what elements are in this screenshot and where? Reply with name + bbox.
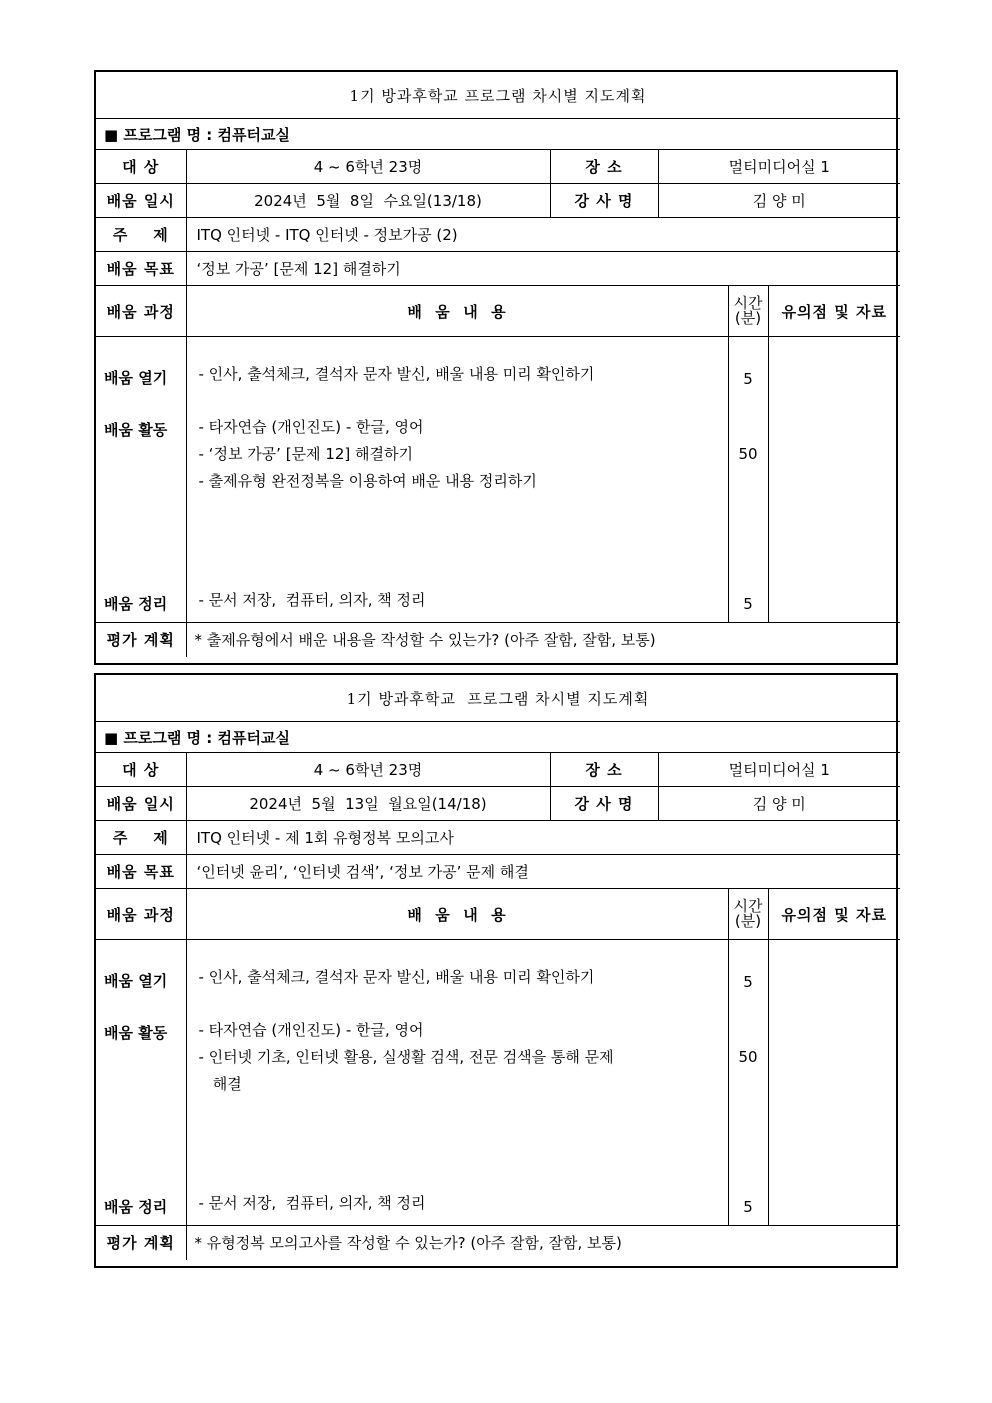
time-header	[728, 889, 768, 940]
teacher-value: 김 양 미	[658, 184, 900, 218]
goal-label: 배움 목표	[96, 855, 186, 889]
notes-cell	[768, 337, 900, 623]
time-close: 5	[743, 1198, 753, 1216]
target-value: 4 ~ 6학년 23명	[186, 150, 550, 184]
plan-title: 1기 방과후학교 프로그램 차시별 지도계획	[96, 72, 900, 119]
stage-close: 배움 정리	[104, 1198, 168, 1216]
content-header: 배 움 내 용	[186, 286, 728, 337]
open-line: - 인사, 출석체크, 결석자 문자 발신, 배울 내용 미리 확인하기	[198, 365, 595, 383]
time-close: 5	[743, 595, 753, 613]
activity-line-2: - 인터넷 기초, 인터넷 활용, 실생활 검색, 전문 검색을 통해 문제	[198, 1048, 614, 1066]
date-value: 2024년 5월 13일 월요일(14/18)	[186, 787, 550, 821]
place-value: 멀티미디어실 1	[658, 753, 900, 787]
teacher-label: 강 사 명	[550, 787, 658, 821]
place-value: 멀티미디어실 1	[658, 150, 900, 184]
goal-value: ‘인터넷 윤리’, ‘인터넷 검색’, ‘정보 가공’ 문제 해결	[186, 855, 900, 889]
place-label: 장 소	[550, 753, 658, 787]
place-label: 장 소	[550, 150, 658, 184]
date-value: 2024년 5월 8일 수요일(13/18)	[186, 184, 550, 218]
time-header-line1: 시간	[733, 897, 763, 915]
process-header: 배움 과정	[96, 889, 186, 940]
activity-line-3: - 출제유형 완전정복을 이용하여 배운 내용 정리하기	[198, 472, 537, 490]
time-cell	[728, 940, 768, 1226]
lesson-plan-2	[94, 673, 898, 1268]
process-cell	[96, 337, 186, 623]
close-line: - 문서 저장, 컴퓨터, 의자, 책 정리	[198, 1194, 426, 1212]
activity-line-1: - 타자연습 (개인진도) - 한글, 영어	[198, 1021, 424, 1039]
program-name: ■ 프로그램 명 : 컴퓨터교실	[96, 722, 900, 753]
goal-label: 배움 목표	[96, 252, 186, 286]
activity-line-1: - 타자연습 (개인진도) - 한글, 영어	[198, 418, 424, 436]
time-header	[728, 286, 768, 337]
time-header-line2: (분)	[734, 912, 762, 930]
close-line: - 문서 저장, 컴퓨터, 의자, 책 정리	[198, 591, 426, 609]
process-header: 배움 과정	[96, 286, 186, 337]
stage-activity: 배움 활동	[104, 1024, 168, 1042]
stage-open: 배움 열기	[104, 369, 168, 387]
notes-cell	[768, 940, 900, 1226]
process-cell	[96, 940, 186, 1226]
time-activity: 50	[738, 445, 758, 463]
activity-line-3: 해결	[198, 1075, 242, 1093]
goal-value: ‘정보 가공’ [문제 12] 해결하기	[186, 252, 900, 286]
time-open: 5	[743, 973, 753, 991]
lesson-plan-1	[94, 70, 898, 665]
target-value: 4 ~ 6학년 23명	[186, 753, 550, 787]
date-label: 배움 일시	[96, 184, 186, 218]
time-header-line2: (분)	[734, 309, 762, 327]
time-activity: 50	[738, 1048, 758, 1066]
notes-header: 유의점 및 자료	[768, 286, 900, 337]
eval-label: 평가 계획	[96, 1226, 186, 1260]
plan-title: 1기 방과후학교 프로그램 차시별 지도계획	[96, 675, 900, 722]
topic-label: 주 제	[96, 821, 186, 855]
stage-open: 배움 열기	[104, 972, 168, 990]
topic-value: ITQ 인터넷 - 제 1회 유형정복 모의고사	[186, 821, 900, 855]
target-label: 대 상	[96, 753, 186, 787]
time-header-line1: 시간	[733, 294, 763, 312]
eval-label: 평가 계획	[96, 623, 186, 657]
teacher-value: 김 양 미	[658, 787, 900, 821]
target-label: 대 상	[96, 150, 186, 184]
stage-activity: 배움 활동	[104, 421, 168, 439]
eval-value: * 출제유형에서 배운 내용을 작성할 수 있는가? (아주 잘함, 잘함, 보통)	[186, 623, 900, 657]
topic-label: 주 제	[96, 218, 186, 252]
activity-line-2: - ‘정보 가공’ [문제 12] 해결하기	[198, 445, 413, 463]
teacher-label: 강 사 명	[550, 184, 658, 218]
topic-value: ITQ 인터넷 - ITQ 인터넷 - 정보가공 (2)	[186, 218, 900, 252]
time-cell	[728, 337, 768, 623]
content-cell	[186, 940, 728, 1226]
program-name: ■ 프로그램 명 : 컴퓨터교실	[96, 119, 900, 150]
eval-value: * 유형정복 모의고사를 작성할 수 있는가? (아주 잘함, 잘함, 보통)	[186, 1226, 900, 1260]
content-header: 배 움 내 용	[186, 889, 728, 940]
date-label: 배움 일시	[96, 787, 186, 821]
notes-header: 유의점 및 자료	[768, 889, 900, 940]
content-cell	[186, 337, 728, 623]
time-open: 5	[743, 370, 753, 388]
open-line: - 인사, 출석체크, 결석자 문자 발신, 배울 내용 미리 확인하기	[198, 968, 595, 986]
stage-close: 배움 정리	[104, 595, 168, 613]
